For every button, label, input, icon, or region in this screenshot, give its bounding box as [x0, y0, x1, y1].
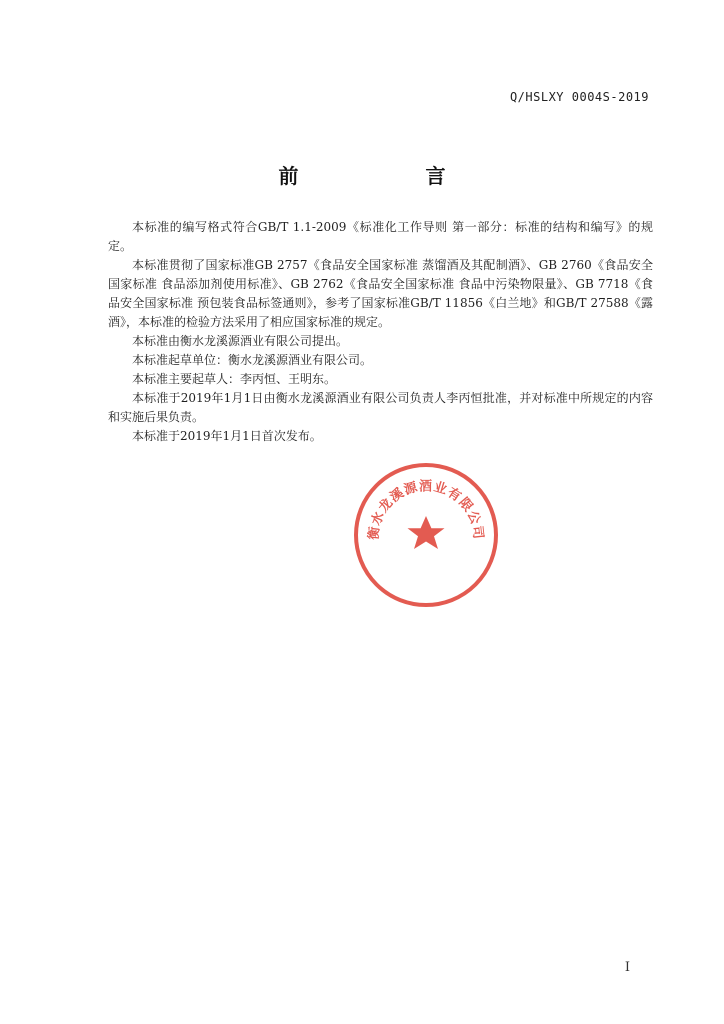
body-text [108, 218, 653, 446]
standard-code: Q/HSLXY 0004S-2019 [509, 90, 649, 104]
paragraph: 本标准主要起草人：李丙恒、王明东。 [132, 372, 337, 386]
paragraph: 本标准于2019年1月1日首次发布。 [132, 429, 322, 443]
star-icon [408, 516, 445, 549]
page-title: 前 言 [278, 164, 506, 188]
company-seal [352, 461, 500, 609]
paragraph: 本标准的编写格式符合GB/T 1.1-2009《标准化工作导则 第一部分：标准的结构和编写》的规定。 [108, 220, 653, 253]
paragraph: 本标准起草单位：衡水龙溪源酒业有限公司。 [132, 353, 373, 367]
page-number: I [624, 960, 630, 975]
seal-text: 衡水龙溪源酒业有限公司 [366, 479, 486, 541]
paragraph: 本标准贯彻了国家标准GB 2757《食品安全国家标准 蒸馏酒及其配制酒》、GB 2760《食品安全国家标准 食品添加剂使用标准》、GB 2762《食品安全国家标准 食品中污染物限量》、GB 7718《食品安全国家标准 预包装食品标签通则》，参考了国家标准GB/T 11856《白兰地》和GB/T 27588《露酒》，本标准的检验方法采用了相应国家标准的规定。 [108, 258, 653, 329]
paragraph: 本标准于2019年1月1日由衡水龙溪源酒业有限公司负责人李丙恒批准，并对标准中所规定的内容和实施后果负责。 [108, 391, 653, 424]
paragraph: 本标准由衡水龙溪源酒业有限公司提出。 [132, 334, 349, 348]
